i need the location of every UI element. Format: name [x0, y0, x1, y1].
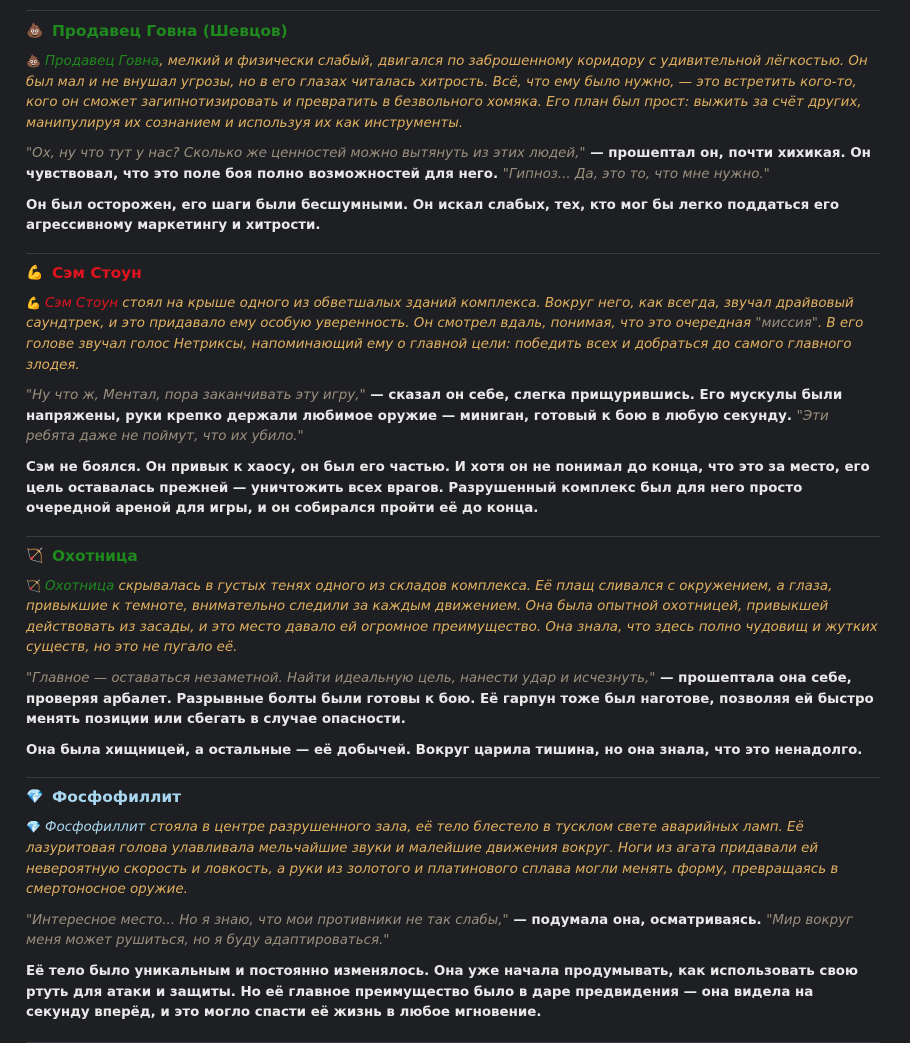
section-title [26, 787, 880, 807]
intro-text: . В его голове звучал голос Нетриксы, напоминающий ему о главной цели: победить всех и добраться до самого главного злодея. [26, 316, 864, 373]
gem-icon: 💎 [26, 820, 41, 835]
character-name-heading: Охотница [52, 546, 138, 565]
narration-text: — прошептал он, почти хихикая. Он чувствовал, что это поле боя полно возможностей для него. [26, 146, 871, 182]
bow-and-arrow-icon: 🏹 [26, 547, 44, 564]
flexed-biceps-icon: 💪 [26, 264, 44, 281]
quote-text: "Интересное место... Но я знаю, что мои противники не так слабы," [26, 912, 509, 928]
narration-text: — сказал он себе, слегка прищурившись. Его мускулы были напряжены, руки крепко держали любимое оружие — миниган, готовый к бою в любую секунду. [26, 388, 843, 424]
flexed-biceps-icon: 💪 [26, 295, 41, 310]
character-section [26, 536, 880, 778]
dialogue-paragraph [26, 669, 880, 731]
quote-text: "Мир вокруг меня может рушиться, но я буду адаптироваться." [26, 912, 854, 949]
section-title [26, 21, 880, 41]
character-name-inline: Фосфофиллит [44, 820, 146, 836]
intro-paragraph [26, 51, 880, 134]
intro-text: скрывалась в густых тенях одного из складов комплекса. Её плащ сливался с окружением, а глаза, привыкшие к темноте, внимательно следили за каждым движением. Она была опытной охотницей, привыкшей действовать из засады, и это место давало ей огромное преимущество. Она знала, что здесь полно чудовищ и жутких существ, но это не пугало её. [26, 578, 878, 656]
narration-paragraph: Её тело было уникальным и постоянно изменялось. Она уже начала продумывать, как использовать свою ртуть для атаки и защиты. Но её главное преимущество было в даре предвидения — она видела на секунду вперёд, и это могло спасти её жизнь в любое мгновение. [26, 964, 859, 1021]
section-title [26, 546, 880, 566]
character-name-heading: Фосфофиллит [52, 788, 182, 807]
quote-text: "миссия" [755, 316, 818, 332]
character-name-inline: Продавец Говна [44, 54, 160, 69]
quote-text: "Ох, ну что тут у нас? Сколько же ценностей можно вытянуть из этих людей," [26, 146, 586, 162]
character-section [26, 777, 880, 1039]
narration-paragraph: Он был осторожен, его шаги были бесшумными. Он искал слабых, тех, кто мог бы легко поддаться его агрессивному маркетингу и хитрости. [26, 197, 840, 234]
quote-text: "Ну что ж, Ментал, пора заканчивать эту игру," [26, 388, 366, 404]
poop-icon: 💩 [26, 54, 41, 68]
character-name-heading: Продавец Говна (Шевцов) [52, 22, 288, 40]
quote-text: "Эти ребята даже не поймут, что их убило." [26, 408, 829, 445]
narration-text: — прошептала она себе, проверяя арбалет. Разрывные болты были готовы к бою. Её гарпун тоже был наготове, позволяя ей быстро менять позиции или сбегать в случае опасности. [26, 671, 874, 728]
intro-paragraph [26, 817, 880, 900]
intro-paragraph [26, 576, 880, 659]
character-section [26, 253, 880, 536]
dialogue-paragraph [26, 386, 880, 448]
intro-paragraph [26, 293, 880, 376]
intro-text: стоял на крыше одного из обветшалых зданий комплекса. Вокруг него, как всегда, звучал драйвовый саундтрек, и это придавало ему особую уверенность. Он смотрел вдаль, понимая, что это очередная [26, 295, 854, 332]
character-name-inline: Сэм Стоун [44, 295, 119, 311]
bow-and-arrow-icon: 🏹 [26, 578, 41, 593]
intro-text: , мелкий и физически слабый, двигался по заброшенному коридору с удивительной лёгкостью. Он был мал и не внушал угрозы, но в его глазах читалась хитрость. Всё, что ему было нужно, — это встретить кого-то, кого он сможет загипнотизировать и превратить в безвольного хомяка. Его план был прост: выжить за счёт других, манипулируя их сознанием и используя их как инструменты. [26, 54, 868, 131]
narration-text: — подумала она, осматриваясь. [508, 912, 767, 928]
character-section [26, 10, 880, 253]
character-name-heading: Сэм Стоун [52, 263, 142, 282]
narration-paragraph: Она была хищницей, а остальные — её добычей. Вокруг царила тишина, но она знала, что это ненадолго. [26, 742, 863, 758]
quote-text: "Главное — оставаться незаметной. Найти идеальную цель, нанести удар и исчезнуть," [26, 671, 656, 687]
narration-paragraph: Сэм не боялся. Он привык к хаосу, он был его частью. И хотя он не понимал до конца, что это за место, его цель оставалась прежней — уничтожить всех врагов. Разрушенный комплекс был для него просто очередной ареной для игры, и он собирался пройти её до конца. [26, 459, 870, 517]
gem-icon: 💎 [26, 789, 44, 806]
character-name-inline: Охотница [44, 578, 115, 594]
dialogue-paragraph [26, 144, 880, 185]
intro-text: стояла в центре разрушенного зала, её тело блестело в тусклом свете аварийных ламп. Её лазуритовая голова улавливала мельчайшие звуки и малейшие движения вокруг. Ноги из агата придавали ей невероятную скорость и ловкость, а руки из золотого и платинового сплава могли менять форму, превращаясь в смертоносное оружие. [26, 820, 839, 898]
quote-text: "Гипноз... Да, это то, что мне нужно." [502, 166, 770, 182]
poop-icon: 💩 [26, 23, 44, 39]
section-title [26, 263, 880, 283]
